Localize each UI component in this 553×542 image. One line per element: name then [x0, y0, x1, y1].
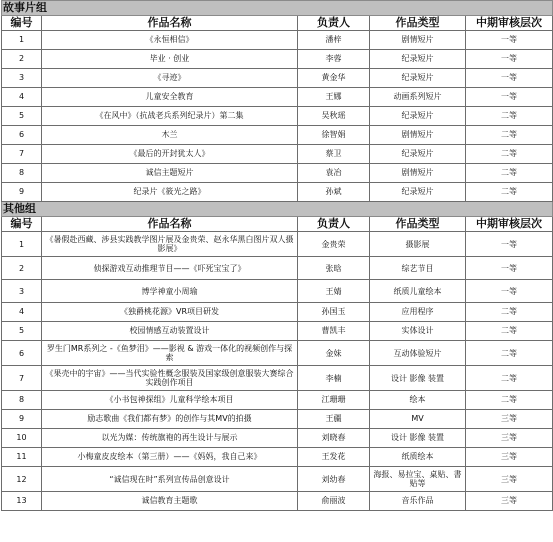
lead-person: 金贵荣 — [298, 232, 370, 257]
row-number: 9 — [2, 410, 42, 429]
table-row — [2, 257, 553, 280]
work-name: 《小书包神探组》儿童科学绘本项目 — [42, 391, 298, 410]
row-number: 13 — [2, 492, 42, 511]
work-name: “诚信现在时”系列宣传品创意设计 — [42, 467, 298, 492]
review-level: 二等 — [466, 126, 553, 145]
lead-person: 刘幼春 — [298, 467, 370, 492]
row-number: 4 — [2, 88, 42, 107]
work-type: 综艺节目 — [370, 257, 466, 280]
review-level: 一等 — [466, 50, 553, 69]
lead-person: 江珊珊 — [298, 391, 370, 410]
review-level: 一等 — [466, 280, 553, 303]
row-number: 8 — [2, 391, 42, 410]
work-name: 《独爵桃花源》VR项目研发 — [42, 303, 298, 322]
lead-person: 蔡卫 — [298, 145, 370, 164]
work-name: 儿童安全教育 — [42, 88, 298, 107]
row-number: 7 — [2, 145, 42, 164]
work-name: 诚信教育主题歌 — [42, 492, 298, 511]
work-type: 纪录短片 — [370, 183, 466, 202]
work-name: 《永恒相信》 — [42, 31, 298, 50]
header-no: 编号 — [2, 16, 42, 31]
row-number: 1 — [2, 31, 42, 50]
lead-person: 孙斌 — [298, 183, 370, 202]
table-row — [2, 429, 553, 448]
row-number: 8 — [2, 164, 42, 183]
work-name: 毕业 · 创业 — [42, 50, 298, 69]
table-row — [2, 303, 553, 322]
work-type: 摄影展 — [370, 232, 466, 257]
review-level: 三等 — [466, 467, 553, 492]
work-type: 纪录短片 — [370, 50, 466, 69]
work-name: 侦探游戏互动推理节目——《吓死宝宝了》 — [42, 257, 298, 280]
work-type: 纸质绘本 — [370, 448, 466, 467]
group-title: 故事片组 — [2, 1, 553, 16]
lead-person: 张晗 — [298, 257, 370, 280]
table-row — [2, 126, 553, 145]
review-level: 二等 — [466, 183, 553, 202]
work-type: 动画系列短片 — [370, 88, 466, 107]
header-level: 中期审核层次 — [466, 217, 553, 232]
table-row — [2, 467, 553, 492]
header-type: 作品类型 — [370, 16, 466, 31]
lead-person: 金妹 — [298, 341, 370, 366]
header-row — [2, 16, 553, 31]
work-type: 设计 影像 装置 — [370, 366, 466, 391]
row-number: 4 — [2, 303, 42, 322]
row-number: 9 — [2, 183, 42, 202]
row-number: 10 — [2, 429, 42, 448]
work-type: 纪录短片 — [370, 107, 466, 126]
review-level: 二等 — [466, 164, 553, 183]
lead-person: 徐智娟 — [298, 126, 370, 145]
work-name: 博学神童小周瑜 — [42, 280, 298, 303]
review-level: 二等 — [466, 322, 553, 341]
work-name: 《暑假赴西藏、涉县实践教学图片展及金贵荣、赵永华黑白图片双人摄影展》 — [42, 232, 298, 257]
lead-person: 王婧 — [298, 280, 370, 303]
work-type: 海报、易拉宝、桌贴、書贴等 — [370, 467, 466, 492]
table-row — [2, 232, 553, 257]
work-type: 应用程序 — [370, 303, 466, 322]
lead-person: 袁冶 — [298, 164, 370, 183]
row-number: 7 — [2, 366, 42, 391]
review-level: 一等 — [466, 31, 553, 50]
review-level: 三等 — [466, 448, 553, 467]
work-name: 《寻迹》 — [42, 69, 298, 88]
table-row — [2, 183, 553, 202]
table-row — [2, 391, 553, 410]
review-level: 一等 — [466, 88, 553, 107]
work-type: 音乐作品 — [370, 492, 466, 511]
table-row — [2, 107, 553, 126]
review-level: 三等 — [466, 410, 553, 429]
table-row — [2, 145, 553, 164]
group-row-story — [2, 1, 553, 16]
table-row — [2, 88, 553, 107]
lead-person: 李蓉 — [298, 50, 370, 69]
review-level: 二等 — [466, 391, 553, 410]
header-level: 中期审核层次 — [466, 16, 553, 31]
lead-person: 李楠 — [298, 366, 370, 391]
table-row — [2, 164, 553, 183]
header-name: 作品名称 — [42, 217, 298, 232]
work-type: MV — [370, 410, 466, 429]
row-number: 2 — [2, 50, 42, 69]
work-name: 校园情感互动装置设计 — [42, 322, 298, 341]
row-number: 5 — [2, 322, 42, 341]
review-level: 一等 — [466, 257, 553, 280]
results-table — [1, 0, 553, 511]
work-name: 《果壳中的宇宙》——当代实验性概念服装及国家级创意服装大赛综合实践创作项目 — [42, 366, 298, 391]
row-number: 6 — [2, 341, 42, 366]
header-name: 作品名称 — [42, 16, 298, 31]
row-number: 1 — [2, 232, 42, 257]
work-name: 《最后的开封犹太人》 — [42, 145, 298, 164]
header-lead: 负责人 — [298, 217, 370, 232]
table-row — [2, 280, 553, 303]
table-row — [2, 322, 553, 341]
review-level: 一等 — [466, 232, 553, 257]
work-name: 纪录片《筱光之路》 — [42, 183, 298, 202]
work-name: 《在风中》（抗战老兵系列纪录片）第二集 — [42, 107, 298, 126]
work-type: 纸质儿童绘本 — [370, 280, 466, 303]
lead-person: 黄金华 — [298, 69, 370, 88]
work-name: 小梅童皮皮绘本（第三册）——《妈妈，我自己来》 — [42, 448, 298, 467]
work-name: 罗生门MR系列之 -《鱼梦泪》——影视 & 游戏一体化的视频创作与探索 — [42, 341, 298, 366]
lead-person: 吴秋瑶 — [298, 107, 370, 126]
lead-person: 王娜 — [298, 88, 370, 107]
work-type: 剧情短片 — [370, 126, 466, 145]
lead-person: 孙国玉 — [298, 303, 370, 322]
work-type: 互动体验短片 — [370, 341, 466, 366]
table-row — [2, 366, 553, 391]
table-row — [2, 448, 553, 467]
lead-person: 俞丽波 — [298, 492, 370, 511]
review-level: 三等 — [466, 492, 553, 511]
table-row — [2, 69, 553, 88]
review-level: 二等 — [466, 366, 553, 391]
header-no: 编号 — [2, 217, 42, 232]
work-type: 绘本 — [370, 391, 466, 410]
work-name: 诚信主题短片 — [42, 164, 298, 183]
review-level: 一等 — [466, 69, 553, 88]
header-lead: 负责人 — [298, 16, 370, 31]
review-level: 二等 — [466, 341, 553, 366]
work-name: 励志歌曲《我们都有梦》的创作与其MV的拍摄 — [42, 410, 298, 429]
table-row — [2, 31, 553, 50]
table-row — [2, 410, 553, 429]
header-type: 作品类型 — [370, 217, 466, 232]
work-type: 设计 影像 装置 — [370, 429, 466, 448]
review-level: 二等 — [466, 107, 553, 126]
work-name: 木兰 — [42, 126, 298, 145]
review-level: 二等 — [466, 145, 553, 164]
work-name: 以光为媒：传统旗袍的再生设计与展示 — [42, 429, 298, 448]
row-number: 6 — [2, 126, 42, 145]
table-row — [2, 50, 553, 69]
row-number: 3 — [2, 69, 42, 88]
row-number: 11 — [2, 448, 42, 467]
work-type: 实体设计 — [370, 322, 466, 341]
group-title: 其他组 — [2, 202, 553, 217]
table-row — [2, 492, 553, 511]
row-number: 3 — [2, 280, 42, 303]
work-type: 剧情短片 — [370, 164, 466, 183]
lead-person: 曹凯丰 — [298, 322, 370, 341]
header-row — [2, 217, 553, 232]
work-type: 纪录短片 — [370, 145, 466, 164]
review-level: 二等 — [466, 303, 553, 322]
lead-person: 刘晓春 — [298, 429, 370, 448]
row-number: 2 — [2, 257, 42, 280]
group-row-other — [2, 202, 553, 217]
row-number: 5 — [2, 107, 42, 126]
lead-person: 潘梓 — [298, 31, 370, 50]
lead-person: 王疆 — [298, 410, 370, 429]
lead-person: 王发花 — [298, 448, 370, 467]
review-level: 三等 — [466, 429, 553, 448]
table-row — [2, 341, 553, 366]
row-number: 12 — [2, 467, 42, 492]
work-type: 纪录短片 — [370, 69, 466, 88]
work-type: 剧情短片 — [370, 31, 466, 50]
